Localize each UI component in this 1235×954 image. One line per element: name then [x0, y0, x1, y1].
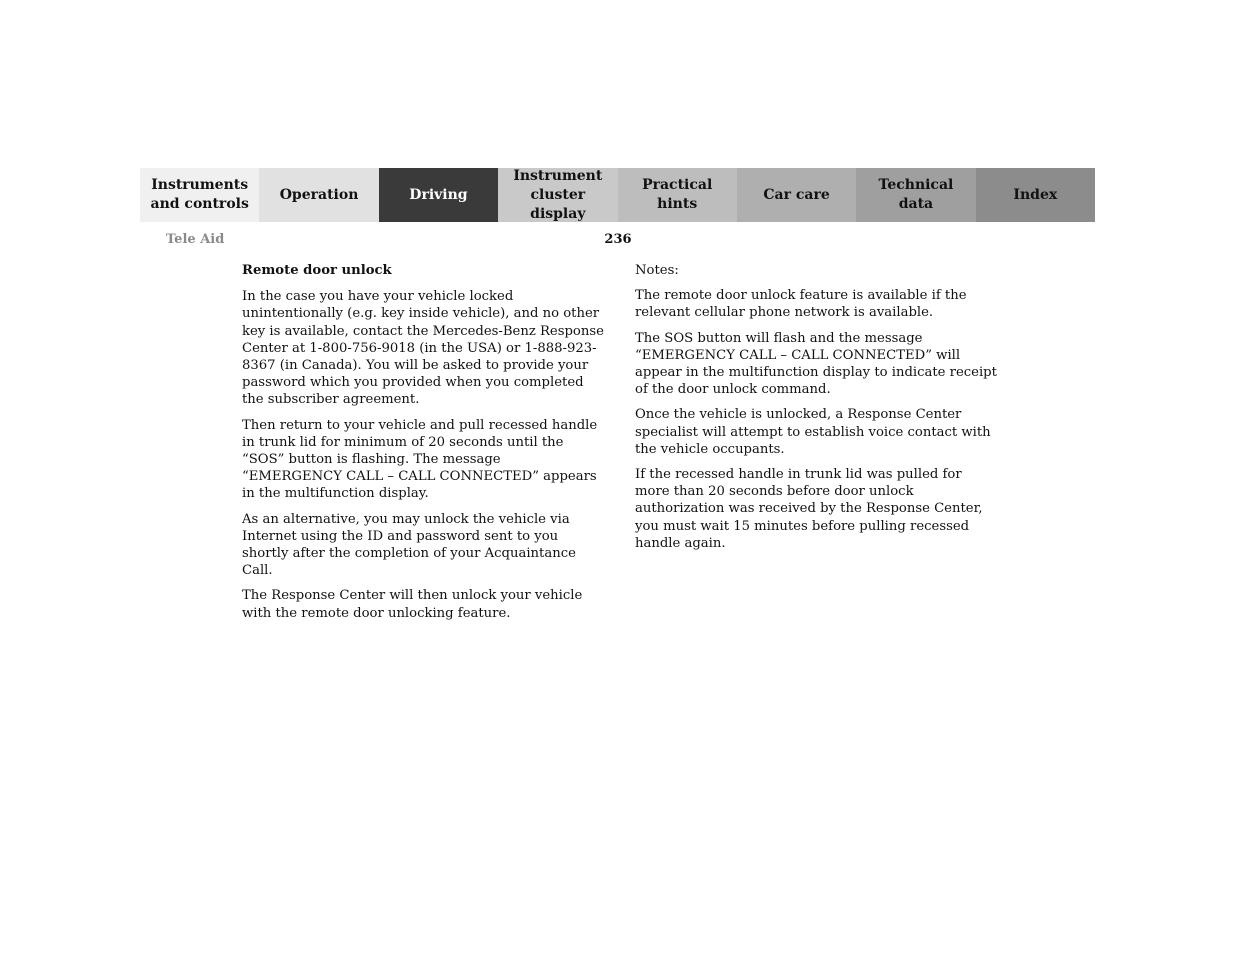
note-paragraph: The SOS button will flash and the message “EMERGENCY CALL – CALL CONNECTED” will appear in the multifunction display to indicate receipt of the door unlock command.: [635, 330, 997, 398]
note-paragraph: If the recessed handle in trunk lid was pulled for more than 20 seconds before door unlock authorization was received by the Response Center, you must wait 15 minutes before pulling recessed handle again.: [635, 467, 983, 551]
tab-car-care[interactable]: Car care: [737, 168, 856, 222]
note-paragraph: Once the vehicle is unlocked, a Response Center specialist will attempt to establish voice contact with the vehicle occupants.: [635, 407, 991, 457]
paragraph: As an alternative, you may unlock the vehicle via Internet using the ID and password sent to you shortly after the completion of your Acquaintance Call.: [242, 511, 576, 579]
note-paragraph: The remote door unlock feature is available if the relevant cellular phone network is available.: [635, 288, 967, 321]
paragraph: In the case you have your vehicle locked unintentionally (e.g. key inside vehicle), and no other key is available, contact the Mercedes-Benz Response Center at 1-800-756-9018 (in the USA) or 1-888-923-8367 (in Canada). You will be asked to provide your password which you provided when you completed the subscriber agreement.: [242, 289, 604, 408]
right-column: [635, 262, 997, 560]
tab-practical-hints[interactable]: Practical hints: [618, 168, 737, 222]
chapter-tabs: [140, 168, 1095, 222]
tab-instrument-cluster-display[interactable]: Instrument cluster display: [498, 168, 617, 222]
paragraph: The Response Center will then unlock your vehicle with the remote door unlocking feature.: [242, 588, 583, 621]
tab-index[interactable]: Index: [976, 168, 1095, 222]
tab-operation[interactable]: Operation: [259, 168, 378, 222]
section-label: Tele Aid: [166, 232, 225, 247]
page-number: 236: [604, 232, 632, 247]
paragraph: Then return to your vehicle and pull recessed handle in trunk lid for minimum of 20 seconds until the “SOS” button is flashing. The message “EMERGENCY CALL – CALL CONNECTED” appears in the multifunction display.: [242, 417, 598, 502]
tab-instruments-and-controls[interactable]: Instruments and controls: [140, 168, 259, 222]
tab-driving[interactable]: Driving: [379, 168, 498, 222]
section-heading: Remote door unlock: [242, 263, 392, 278]
left-column: [242, 262, 604, 630]
notes-label: Notes:: [635, 263, 679, 278]
tab-technical-data[interactable]: Technical data: [856, 168, 975, 222]
